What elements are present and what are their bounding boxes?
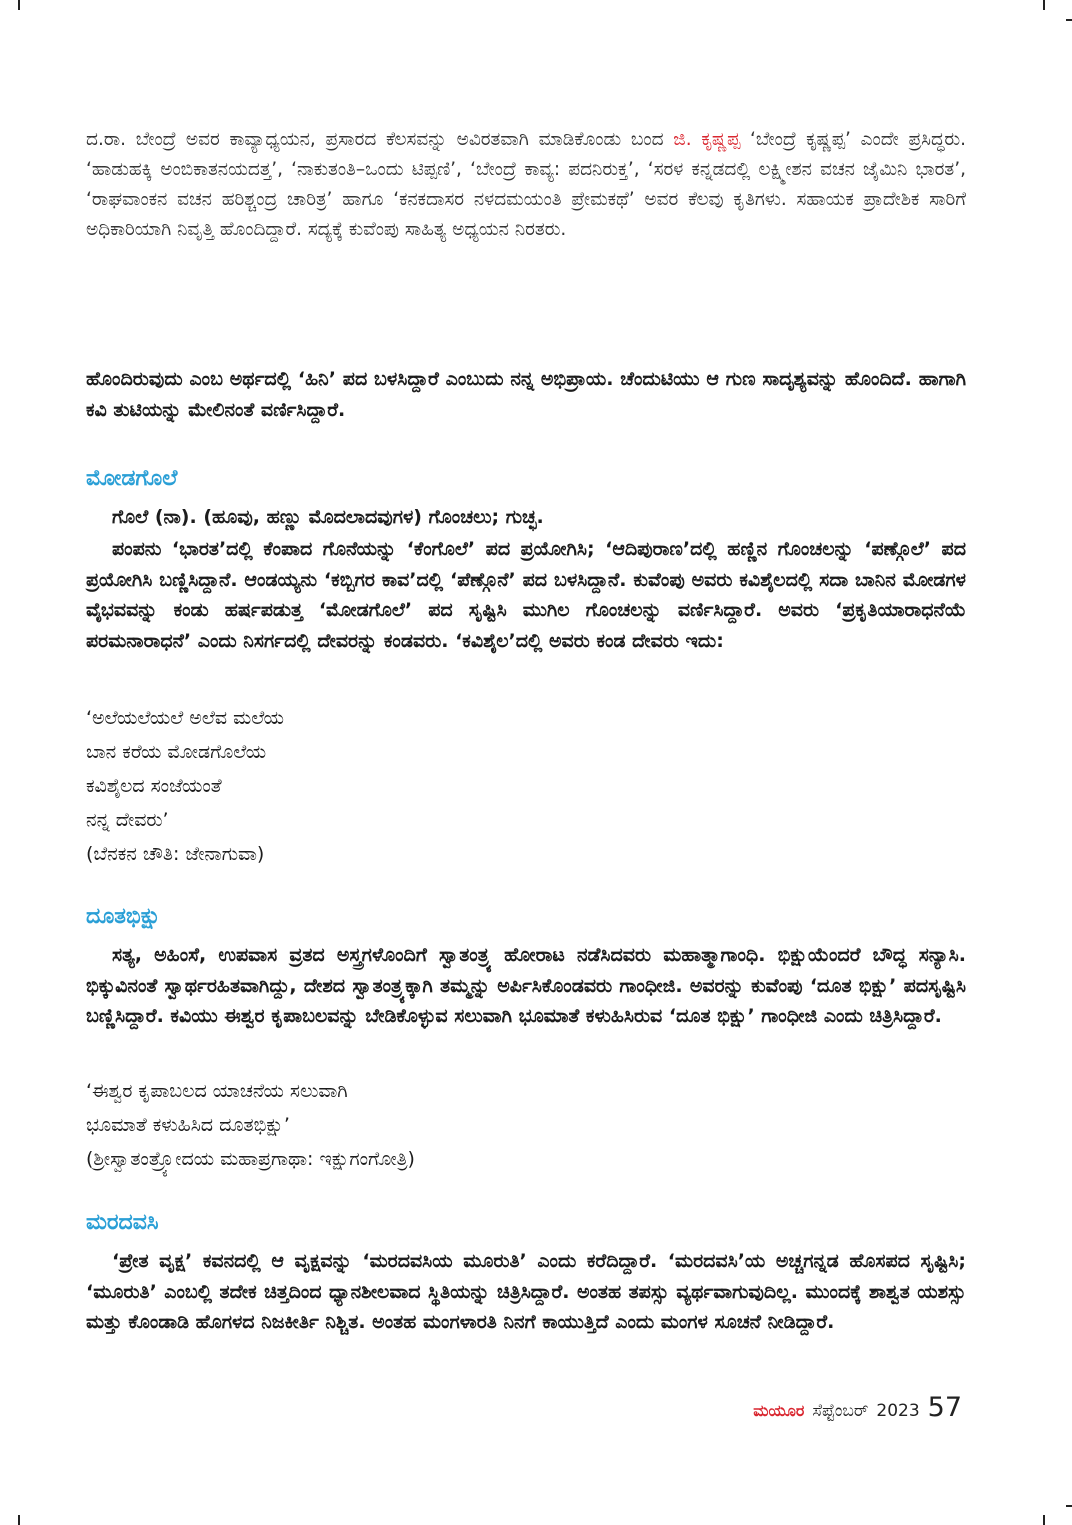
section-heading-modagole: ಮೋಡಗೊಲೆ xyxy=(86,466,178,491)
section-body-dootabhikshu: ಸತ್ಯ, ಅಹಿಂಸೆ, ಉಪವಾಸ ವ್ರತದ ಅಸ್ತ್ರಗಳೊಂದಿಗೆ ಸ್ವಾತಂತ್ರ್ಯ ಹೋರಾಟ ನಡೆಸಿದವರು ಮಹಾತ್ಮಾಗಾಂಧಿ. ಭಿಕ್ಷುಯೆಂದರೆ ಬೌದ್ಧ ಸನ್ಯಾಸಿ. ಭಿಕ್ಕುವಿನಂತೆ ಸ್ವಾರ್ಥರಹಿತವಾಗಿದ್ದು, ದೇಶದ ಸ್ವಾತಂತ್ರ್ಯಕ್ಕಾಗಿ ತಮ್ಮನ್ನು ಅರ್ಪಿಸಿಕೊಂಡವರು ಗಾಂಧೀಜಿ. ಅವರನ್ನು ಕುವೆಂಪು ‘ದೂತ ಭಿಕ್ಷು’ ಪದಸೃಷ್ಟಿಸಿ ಬಣ್ಣಿಸಿದ್ದಾರೆ. ಕವಿಯು ಈಶ್ವರ ಕೃಪಾಬಲವನ್ನು ಬೇಡಿಕೊಳ್ಳುವ ಸಲುವಾಗಿ ಭೂಮಾತೆ ಕಳುಹಿಸಿರುವ ‘ದೂತ ಭಿಕ್ಷು’ ಗಾಂಧೀಜಿ ಎಂದು ಚಿತ್ರಿಸಿದ್ದಾರೆ. xyxy=(86,944,966,1027)
footer-year: 2023 xyxy=(876,1401,920,1421)
verse-line: ‘ಅಲೆಯಲೆಯಲೆ ಅಲೆವ ಮಲೆಯ xyxy=(86,707,285,729)
verse-modagole xyxy=(86,701,686,871)
author-note-intro: ದ.ರಾ. ಬೇಂದ್ರೆ ಅವರ ಕಾವ್ಯಾಧ್ಯಯನ, ಪ್ರಸಾರದ ಕೆಲಸವನ್ನು ಅವಿರತವಾಗಿ ಮಾಡಿಕೊಂಡು ಬಂದ xyxy=(86,129,674,150)
verse-citation: (ಬೆನಕನ ಚೌತಿ: ಜೇನಾಗುವಾ) xyxy=(86,843,265,865)
section-heading-dootabhikshu: ದೂತಭಿಕ್ಷು xyxy=(86,904,161,929)
crop-mark-right-upper xyxy=(1066,19,1072,21)
verse-line: ಕವಿಶೈಲದ ಸಂಜೆಯಂತೆ xyxy=(86,775,222,797)
section-body-maradavasi: ‘ಪ್ರೇತ ವೃಕ್ಷ’ ಕವನದಲ್ಲಿ ಆ ವೃಕ್ಷವನ್ನು ‘ಮರದವಸಿಯ ಮೂರುತಿ’ ಎಂದು ಕರೆದಿದ್ದಾರೆ. ‘ಮರದವಸಿ’ಯ ಅಚ್ಚಗನ್ನಡ ಹೊಸಪದ ಸೃಷ್ಟಿಸಿ; ‘ಮೂರುತಿ’ ಎಂಬಲ್ಲಿ ತದೇಕ ಚಿತ್ತದಿಂದ ಧ್ಯಾನಶೀಲವಾದ ಸ್ಥಿತಿಯನ್ನು ಚಿತ್ರಿಸಿದ್ದಾರೆ. ಅಂತಹ ತಪಸ್ಸು ವ್ಯರ್ಥವಾಗುವುದಿಲ್ಲ. ಮುಂದಕ್ಕೆ ಶಾಶ್ವತ ಯಶಸ್ಸು ಮತ್ತು ಕೊಂಡಾಡಿ ಹೊಗಳದ ನಿಜಕೀರ್ತಿ ನಿಶ್ಚಿತ. ಅಂತಹ ಮಂಗಳಾರತಿ ನಿನಗೆ ಕಾಯುತ್ತಿದೆ ಎಂದು ಮಂಗಳ ಸೂಚನೆ ನೀಡಿದ್ದಾರೆ. xyxy=(86,1250,966,1333)
footer-month: ಸೆಪ್ಟೆಂಬರ್ xyxy=(812,1401,869,1421)
crop-mark-top-left xyxy=(18,0,20,10)
crop-mark-right-lower xyxy=(1066,1505,1072,1507)
verse-line: ಬಾನ ಕರೆಯ ಮೋಡಗೊಲೆಯ xyxy=(86,741,267,763)
section-definition: ಗೊಲೆ (ನಾ). (ಹೂವು, ಹಣ್ಣು ಮೊದಲಾದವುಗಳ) ಗೊಂಚಲು; ಗುಚ್ಛ. xyxy=(112,506,544,528)
crop-mark-top-right xyxy=(1043,0,1045,10)
section-heading-maradavasi: ಮರದವಸಿ xyxy=(86,1210,159,1235)
author-note xyxy=(86,125,966,245)
verse-line: ‘ಈಶ್ವರ ಕೃಪಾಬಲದ ಯಾಚನೆಯ ಸಲುವಾಗಿ xyxy=(86,1080,348,1102)
verse-line: ನನ್ನ ದೇವರು’ xyxy=(86,809,169,831)
verse-citation: (ಶ್ರೀಸ್ವಾತಂತ್ರ್ಯೋದಯ ಮಹಾಪ್ರಗಾಥಾ: ಇಕ್ಷುಗಂಗೋತ್ರಿ) xyxy=(86,1148,415,1170)
page-number: 57 xyxy=(927,1392,962,1423)
crop-mark-bottom-left xyxy=(18,1515,20,1525)
magazine-logo: ಮಯೂರ xyxy=(753,1401,805,1420)
author-note-details: ‘ಬೇಂದ್ರೆ ಕೃಷ್ಣಪ್ಪ’ ಎಂದೇ ಪ್ರಸಿದ್ಧರು. ‘ಹಾಡುಹಕ್ಕಿ ಅಂಬಿಕಾತನಯದತ್ತ’, ‘ನಾಕುತಂತಿ–ಒಂದು ಟಿಪ್ಪಣಿ’, ‘ಬೇಂದ್ರೆ ಕಾವ್ಯ: ಪದನಿರುಕ್ತ’, ‘ಸರಳ ಕನ್ನಡದಲ್ಲಿ ಲಕ್ಷ್ಮೀಶನ ವಚನ ಜೈಮಿನಿ ಭಾರತ’, ‘ರಾಘವಾಂಕನ ವಚನ ಹರಿಶ್ಚಂದ್ರ ಚಾರಿತ್ರ’ ಹಾಗೂ ‘ಕನಕದಾಸರ ನಳದಮಯಂತಿ ಪ್ರೇಮಕಥೆ’ ಅವರ ಕೆಲವು ಕೃತಿಗಳು. ಸಹಾಯಕ ಪ್ರಾದೇಶಿಕ ಸಾರಿಗೆ ಅಧಿಕಾರಿಯಾಗಿ ನಿವೃತ್ತಿ ಹೊಂದಿದ್ದಾರೆ. ಸದ್ಯಕ್ಕೆ ಕುವೆಂಪು ಸಾಹಿತ್ಯ ಅಧ್ಯಯನ ನಿರತರು. xyxy=(86,129,966,240)
section-body-modagole: ಪಂಪನು ‘ಭಾರತ’ದಲ್ಲಿ ಕೆಂಪಾದ ಗೊನೆಯನ್ನು ‘ಕೆಂಗೊಲೆ’ ಪದ ಪ್ರಯೋಗಿಸಿ; ‘ಆದಿಪುರಾಣ’ದಲ್ಲಿ ಹಣ್ಣಿನ ಗೊಂಚಲನ್ನು ‘ಪಣ್ಗೊಲೆ’ ಪದ ಪ್ರಯೋಗಿಸಿ ಬಣ್ಣಿಸಿದ್ದಾನೆ. ಆಂಡಯ್ಯನು ‘ಕಬ್ಬಿಗರ ಕಾವ’ದಲ್ಲಿ ‘ಪೆಣ್ಗೊನೆ’ ಪದ ಬಳಸಿದ್ದಾನೆ. ಕುವೆಂಪು ಅವರು ಕವಿಶೈಲದಲ್ಲಿ ಸದಾ ಬಾನಿನ ಮೋಡಗಳ ವೈಭವವನ್ನು ಕಂಡು ಹರ್ಷಪಡುತ್ತ ‘ಮೋಡಗೊಲೆ’ ಪದ ಸೃಷ್ಟಿಸಿ ಮುಗಿಲ ಗೊಂಚಲನ್ನು ವರ್ಣಿಸಿದ್ದಾರೆ. ಅವರು ‘ಪ್ರಕೃತಿಯಾರಾಧನೆಯೆ ಪರಮನಾರಾಧನೆ’ ಎಂದು ನಿಸರ್ಗದಲ್ಲಿ ದೇವರನ್ನು ಕಂಡವರು. ‘ಕವಿಶೈಲ’ದಲ್ಲಿ ಅವರು ಕಂಡ ದೇವರು ಇದು: xyxy=(86,538,966,652)
intro-paragraph: ಹೊಂದಿರುವುದು ಎಂಬ ಅರ್ಥದಲ್ಲಿ ‘ಹಿನಿ’ ಪದ ಬಳಸಿದ್ದಾರೆ ಎಂಬುದು ನನ್ನ ಅಭಿಪ್ರಾಯ. ಚೆಂದುಟಿಯು ಆ ಗುಣ ಸಾದೃಶ್ಯವನ್ನು ಹೊಂದಿದೆ. ಹಾಗಾಗಿ ಕವಿ ತುಟಿಯನ್ನು ಮೇಲಿನಂತೆ ವರ್ಣಿಸಿದ್ದಾರೆ. xyxy=(86,368,966,421)
page-footer xyxy=(753,1392,962,1423)
crop-mark-bottom-right xyxy=(1043,1515,1045,1525)
verse-dootabhikshu xyxy=(86,1074,686,1176)
verse-line: ಭೂಮಾತೆ ಕಳುಹಿಸಿದ ದೂತಭಿಕ್ಷು’ xyxy=(86,1114,290,1136)
author-name: ಜಿ. ಕೃಷ್ಣಪ್ಪ xyxy=(673,129,741,150)
